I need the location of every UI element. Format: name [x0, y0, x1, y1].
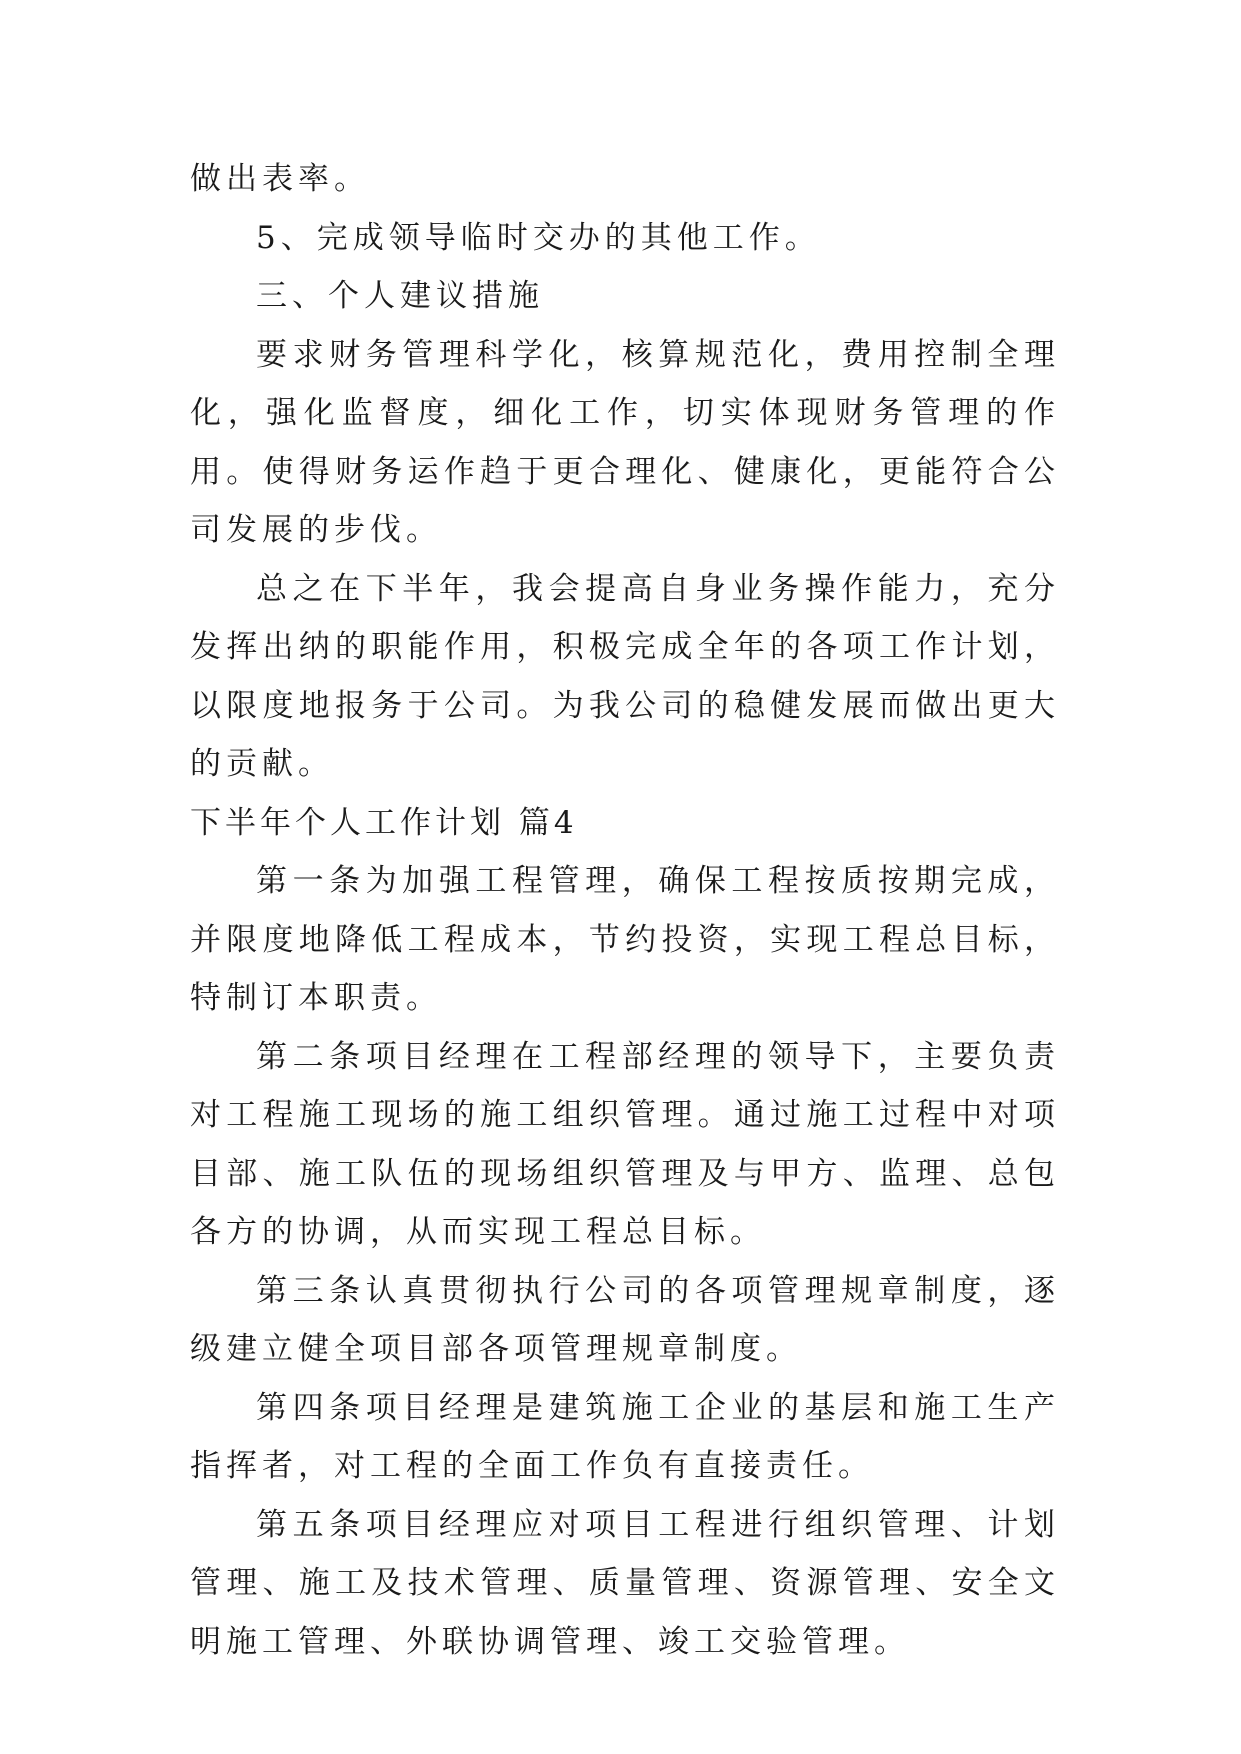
article-3: 第三条认真贯彻执行公司的各项管理规章制度，逐级建立健全项目部各项管理规章制度。 — [190, 1272, 1060, 1367]
article-2: 第二条项目经理在工程部经理的领导下，主要负责对工程施工现场的施工组织管理。通过施工过程中对项目部、施工队伍的现场组织管理及与甲方、监理、总包各方的协调，从而实现工程总目标。 — [190, 1038, 1060, 1250]
paragraph-continuation: 做出表率。 — [190, 161, 370, 197]
section-heading-suggestions: 三、个人建议措施 — [256, 278, 544, 314]
article-4: 第四条项目经理是建筑施工企业的基层和施工生产指挥者，对工程的全面工作负有直接责任。 — [190, 1389, 1060, 1484]
document-page — [190, 150, 1060, 1671]
paragraph-item-5: 5、完成领导临时交办的其他工作。 — [256, 219, 821, 256]
paragraph-summary: 总之在下半年，我会提高自身业务操作能力，充分发挥出纳的职能作用，积极完成全年的各项工作计划，以限度地报务于公司。为我公司的稳健发展而做出更大的贡献。 — [190, 570, 1060, 782]
paragraph-finance-requirements: 要求财务管理科学化，核算规范化，费用控制全理化，强化监督度，细化工作，切实体现财务管理的作用。使得财务运作趋于更合理化、健康化，更能符合公司发展的步伐。 — [190, 336, 1060, 548]
article-1: 第一条为加强工程管理，确保工程按质按期完成，并限度地降低工程成本，节约投资，实现工程总目标，特制订本职责。 — [190, 863, 1060, 1016]
article-5: 第五条项目经理应对项目工程进行组织管理、计划管理、施工及技术管理、质量管理、资源管理、安全文明施工管理、外联协调管理、竣工交验管理。 — [190, 1506, 1060, 1660]
article-title-part-4: 下半年个人工作计划 篇4 — [190, 804, 578, 841]
